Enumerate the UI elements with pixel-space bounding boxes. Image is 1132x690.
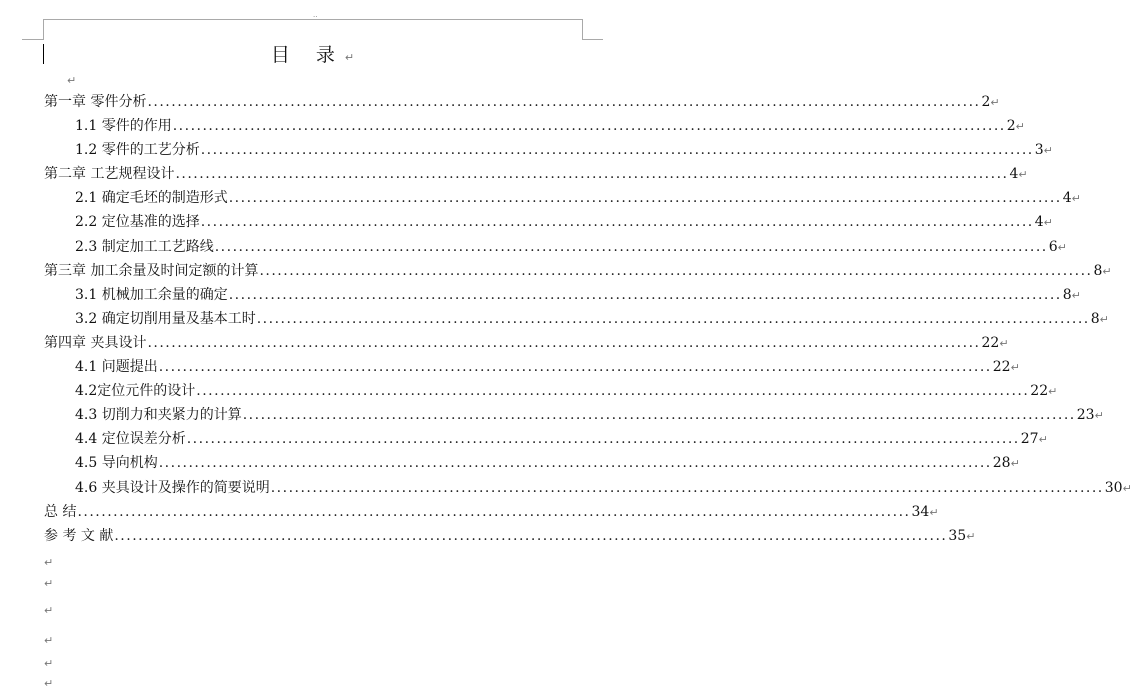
empty-paragraph-mark: ↵ [44,577,54,590]
toc-entry[interactable] [44,139,1053,163]
dot-leader: ............................................................................................................................................ [228,190,1062,207]
toc-entry[interactable] [44,163,1028,187]
toc-entry[interactable] [44,477,1132,501]
toc-entry-text: 总 结 [44,503,77,520]
toc-entry[interactable] [44,115,1025,139]
paragraph-mark: ↵ [1043,216,1053,230]
paragraph-mark: ↵ [999,336,1009,350]
empty-paragraph-mark: ↵ [44,604,54,617]
paragraph-mark: ↵ [1102,264,1112,278]
empty-paragraph-mark: ↵ [44,556,54,569]
toc-entry[interactable] [44,91,1000,115]
toc-entry[interactable] [44,380,1058,404]
toc-entry[interactable] [44,260,1112,284]
empty-paragraph-mark: ↵ [44,634,54,647]
toc-entry-text: 4.5 导向机构 [75,455,158,472]
toc-entry-text: 1.1 零件的作用 [75,118,172,135]
margin-mark-top-right-v [582,19,583,40]
toc-entry-page: 4 [1062,190,1072,207]
dot-leader: ............................................................................................................................................ [270,479,1104,496]
dot-leader: ............................................................................................................................................ [242,407,1076,424]
toc-entry-text: 第三章 加工余量及时间定额的计算 [44,262,259,279]
dot-leader: ............................................................................................................................................ [200,142,1034,159]
toc-entry[interactable] [44,356,1020,380]
toc-entry-page: 2 [981,94,991,110]
paragraph-mark: ↵ [1071,288,1081,302]
toc-entry-page: 4 [1009,166,1019,183]
toc-entry-text: 参 考 文 献 [44,527,114,544]
dot-leader: ............................................................................................................................................ [158,359,992,376]
dot-leader: ............................................................................................................................................ [214,238,1048,255]
toc-entry-text: 第四章 夹具设计 [44,334,147,351]
toc-title[interactable] [0,40,625,67]
header-anchor-mark: .. [313,11,318,19]
paragraph-mark: ↵ [1122,481,1132,495]
toc-entry-text: 2.3 制定加工工艺路线 [75,238,214,255]
margin-mark-top-line [43,19,582,20]
dot-leader: ............................................................................................................................................ [228,286,1062,303]
toc-entry[interactable] [44,284,1081,308]
toc-entry-page: 3 [1034,142,1044,159]
toc-entry-page: 8 [1062,286,1072,303]
toc-entry-text: 4.4 定位误差分析 [75,431,186,448]
toc-entry-page: 27 [1020,431,1039,448]
paragraph-mark: ↵ [1010,361,1020,375]
toc-entry[interactable] [44,404,1104,428]
toc-entry-text: 第二章 工艺规程设计 [44,166,175,183]
paragraph-mark: ↵ [1071,192,1081,206]
toc-entry-page: 23 [1076,407,1095,424]
dot-leader: ............................................................................................................................................ [175,166,1009,183]
paragraph-mark: ↵ [929,505,939,519]
paragraph-mark: ↵ [1015,120,1025,134]
toc-entry-page: 30 [1104,479,1123,496]
toc-entry-text: 第一章 零件分析 [44,94,147,110]
dot-leader: ............................................................................................................................................ [158,455,992,472]
toc-entry-page: 28 [992,455,1011,472]
dot-leader: ............................................................................................................................................ [256,310,1090,327]
paragraph-mark: ↵ [1099,312,1109,326]
toc-entry-text: 1.2 零件的工艺分析 [75,142,200,159]
toc-entry-page: 8 [1093,262,1103,279]
toc-entry[interactable] [44,501,939,525]
toc-entry-text: 3.1 机械加工余量的确定 [75,286,228,303]
empty-paragraph-mark: ↵ [44,657,54,670]
toc-entry-page: 8 [1090,310,1100,327]
toc-entry[interactable] [44,187,1081,211]
paragraph-mark: ↵ [1043,144,1053,158]
toc-title-text: 目 录 [270,44,345,66]
toc-entry[interactable] [44,428,1048,452]
margin-mark-top-left-v [43,19,44,40]
toc-entry[interactable] [44,211,1053,235]
dot-leader: ............................................................................................................................................ [172,118,1006,135]
toc-entry-text: 4.2定位元件的设计 [75,383,196,400]
paragraph-mark: ↵ [1038,433,1048,447]
dot-leader: ............................................................................................................................................ [186,431,1020,448]
toc-entry[interactable] [44,525,976,549]
dot-leader: ............................................................................................................................................ [259,262,1093,279]
toc-entry-page: 22 [1030,383,1049,400]
dot-leader: ............................................................................................................................................ [200,214,1034,231]
paragraph-mark: ↵ [966,529,976,543]
toc-entry-page: 4 [1034,214,1044,231]
dot-leader: ............................................................................................................................................ [196,383,1030,400]
toc-entry-text: 4.6 夹具设计及操作的简要说明 [75,479,270,496]
toc-entry-page: 35 [948,527,967,544]
toc-entry[interactable] [44,452,1020,476]
empty-paragraph-mark: ↵ [67,74,77,87]
dot-leader: ............................................................................................................................................ [147,334,981,351]
toc-entry-page: 22 [992,359,1011,376]
toc-entry-text: 4.3 切削力和夹紧力的计算 [75,407,242,424]
toc-list [44,91,1132,549]
paragraph-mark: ↵ [990,96,1000,109]
dot-leader: ............................................................................................................................................ [114,527,948,544]
toc-entry-text: 3.2 确定切削用量及基本工时 [75,310,256,327]
paragraph-mark: ↵ [1018,168,1028,182]
toc-entry[interactable] [44,308,1109,332]
toc-entry-page: 34 [911,503,930,520]
toc-entry[interactable] [44,236,1067,260]
empty-paragraph-mark: ↵ [44,677,54,690]
paragraph-mark: ↵ [1057,240,1067,254]
paragraph-mark: ↵ [1010,457,1020,471]
paragraph-mark: ↵ [344,51,355,64]
toc-entry[interactable] [44,332,1009,356]
toc-entry-page: 6 [1048,238,1058,255]
toc-entry-page: 2 [1006,118,1016,135]
toc-entry-text: 2.2 定位基准的选择 [75,214,200,231]
paragraph-mark: ↵ [1094,409,1104,423]
paragraph-mark: ↵ [1048,385,1058,399]
toc-entry-page: 22 [981,334,1000,351]
dot-leader: ............................................................................................................................................ [147,94,981,110]
toc-entry-text: 4.1 问题提出 [75,359,158,376]
toc-entry-text: 2.1 确定毛坯的制造形式 [75,190,228,207]
dot-leader: ............................................................................................................................................ [77,503,911,520]
